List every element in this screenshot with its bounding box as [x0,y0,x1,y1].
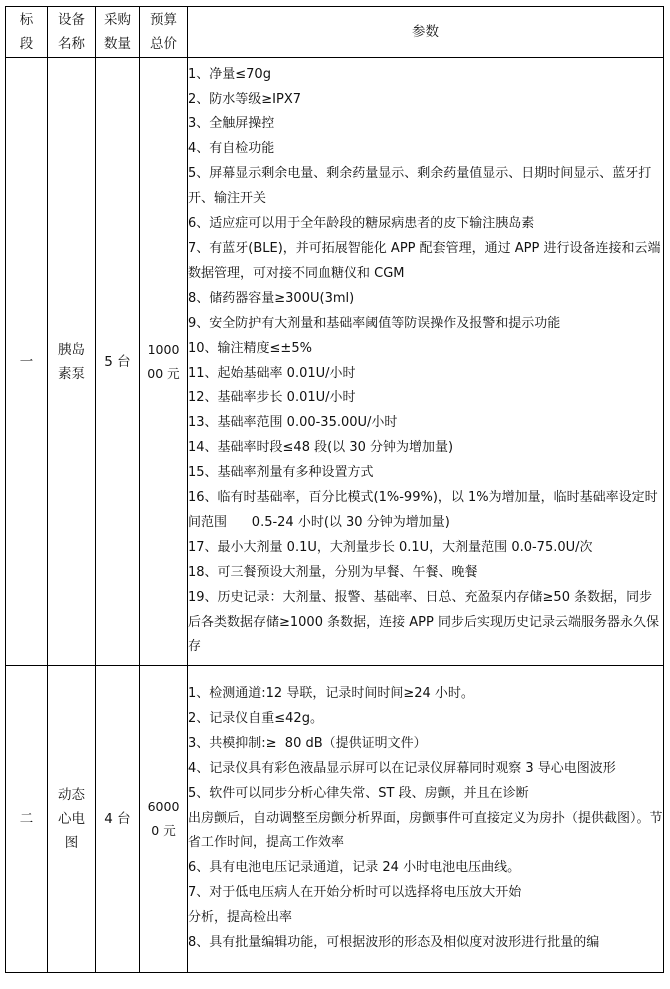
param-item: 8、具有批量编辑功能，可根据波形的形态及相似度对波形进行批量的编 [188,935,600,951]
table-row [6,666,664,973]
param-item: 1、净量≤70g [188,66,271,82]
quantity-cell: 4 台 [96,666,140,973]
param-item: 5、屏幕显示剩余电量、剩余药量显示、剩余药量值显示、日期时间显示、蓝牙打开、输注开关 [188,166,652,207]
param-item: 5、软件可以同步分析心律失常、ST 段、房颤，并且在诊断 [188,785,529,801]
section-cell: 一 [6,58,48,666]
header-row [6,7,664,58]
section-cell: 二 [6,666,48,973]
budget-cell: 1000 00 元 [140,58,188,666]
param-item: 17、最小大剂量 0.1U，大剂量步长 0.1U，大剂量范围 0.0-75.0U/次 [188,539,593,555]
param-item: 6、适应症可以用于全年龄段的糖尿病患者的皮下输注胰岛素 [188,216,535,232]
param-item: 3、共模抑制:≥ 80 dB（提供证明文件） [188,735,427,751]
param-item: 分析，提高检出率 [188,910,293,926]
param-item: 10、输注精度≤±5% [188,340,312,356]
header-section: 标 段 [6,7,48,58]
param-item: 15、基础率剂量有多种设置方式 [188,465,374,481]
header-params: 参数 [188,7,664,58]
param-item: 4、记录仪具有彩色液晶显示屏可以在记录仪屏幕同时观察 3 导心电图波形 [188,760,616,776]
param-item: 9、安全防护有大剂量和基础率阈值等防误操作及报警和提示功能 [188,315,561,331]
device-name-cell: 动态 心电 图 [48,666,96,973]
budget-cell: 6000 0 元 [140,666,188,973]
param-item: 13、基础率范围 0.00-35.00U/小时 [188,415,398,431]
param-item: 14、基础率时段≤48 段(以 30 分钟为增加量) [188,440,454,456]
param-item: 8、储药器容量≥300U(3ml) [188,290,355,306]
device-name-cell: 胰岛 素泵 [48,58,96,666]
quantity-cell: 5 台 [96,58,140,666]
param-item: 6、具有电池电压记录通道，记录 24 小时电池电压曲线。 [188,860,521,876]
param-item: 4、有自检功能 [188,141,275,157]
param-item: 16、临有时基础率，百分比模式(1%-99%)，以 1%为增加量，临时基础率设定时间范围 0.5-24 小时(以 30 分钟为增加量) [188,490,658,530]
param-item: 11、起始基础率 0.01U/小时 [188,365,356,381]
params-cell [188,58,664,666]
header-quantity: 采购 数量 [96,7,140,58]
header-device-name: 设备 名称 [48,7,96,58]
param-item: 7、对于低电压病人在开始分析时可以选择将电压放大开始 [188,885,522,901]
params-cell [188,666,664,973]
param-item: 3、全触屏操控 [188,116,275,132]
param-item: 出房颤后，自动调整至房颤分析界面，房颤事件可直接定义为房扑（提供截图）。节省工作时间，提高工作效率 [188,810,663,851]
table-row [6,58,664,666]
param-item: 2、记录仪自重≤42g。 [188,710,323,726]
param-item: 12、基础率步长 0.01U/小时 [188,390,356,406]
param-item: 2、防水等级≥IPX7 [188,91,302,107]
param-item: 19、历史记录：大剂量、报警、基础率、日总、充盈泵内存储≥50 条数据，同步后各类数据存储≥1000 条数据，连接 APP 同步后实现历史记录云端服务器永久保存 [188,589,659,655]
param-item: 18、可三餐预设大剂量，分别为早餐、午餐、晚餐 [188,564,478,580]
header-budget: 预算 总价 [140,7,188,58]
param-item: 7、有蓝牙(BLE)，并可拓展智能化 APP 配套管理，通过 APP 进行设备连接和云端数据管理，可对接不同血糖仪和 CGM [188,240,661,281]
procurement-spec-table [5,6,664,973]
param-item: 1、检测通道:12 导联，记录时间时间≥24 小时。 [188,686,474,702]
